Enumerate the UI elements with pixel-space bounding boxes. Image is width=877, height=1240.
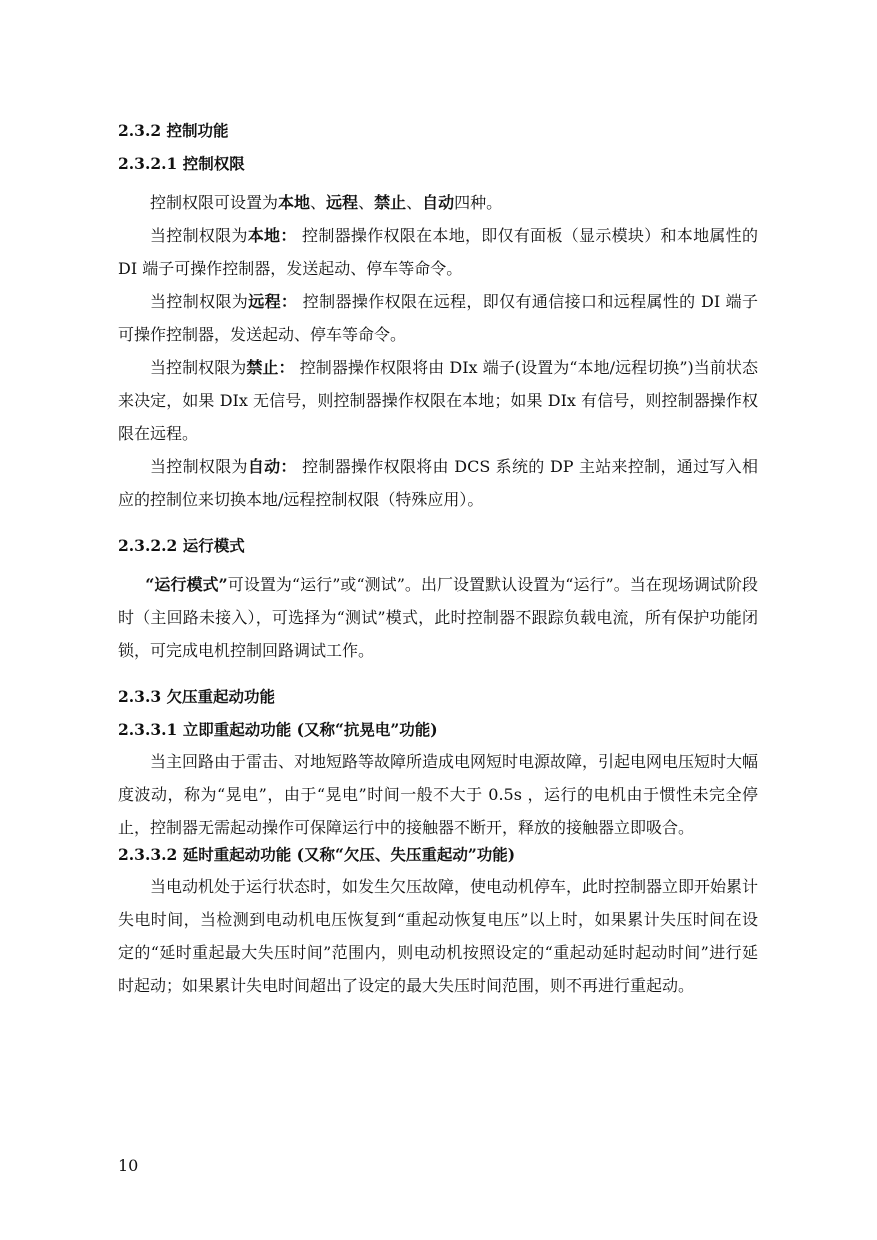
paragraph-remote: 当控制权限为远程： 控制器操作权限在远程，即仅有通信接口和远程属性的 DI 端子可操作控制器，发送起动、停车等命令。 xyxy=(118,292,758,344)
paragraph-local: 当控制权限为本地： 控制器操作权限在本地，即仅有面板（显示模块）和本地属性的 DI 端子可操作控制器，发送起动、停车等命令。 xyxy=(118,226,758,278)
heading-2-3-2-1: 2.3.2.1 控制权限 xyxy=(118,154,245,173)
heading-2-3-3: 2.3.3 欠压重起动功能 xyxy=(118,687,276,706)
paragraph-auto: 当控制权限为自动： 控制器操作权限将由 DCS 系统的 DP 主站来控制，通过写入相应的控制位来切换本地/远程控制权限（特殊应用）。 xyxy=(118,457,758,509)
heading-2-3-3-2: 2.3.3.2 延时重起动功能 (又称“欠压、失压重起动”功能) xyxy=(118,845,516,864)
paragraph-permission-options: 控制权限可设置为本地、远程、禁止、自动四种。 xyxy=(150,193,503,212)
heading-2-3-3-1: 2.3.3.1 立即重起动功能 (又称“抗晃电”功能) xyxy=(118,720,438,739)
paragraph-immediate-restart: 当主回路由于雷击、对地短路等故障所造成电网短时电源故障，引起电网电压短时大幅度波动，称为“晃电”，由于“晃电”时间一般不大于 0.5s ，运行的电机由于惯性未完全停止，控制器无需起动操作可保障运行中的接触器不断开，释放的接触器立即吸合。 xyxy=(118,752,759,837)
paragraph-run-mode: “运行模式”可设置为“运行”或“测试”。出厂设置默认设置为“运行”。当在现场调试阶段时（主回路未接入），可选择为“测试”模式，此时控制器不跟踪负载电流，所有保护功能闭锁，可完成电机控制回路调试工作。 xyxy=(118,575,758,660)
document-page xyxy=(118,120,758,1002)
paragraph-delayed-restart: 当电动机处于运行状态时，如发生欠压故障，使电动机停车，此时控制器立即开始累计失电时间，当检测到电动机电压恢复到“重起动恢复电压”以上时，如果累计失压时间在设定的“延时重起最大失压时间”范围内，则电动机按照设定的“重起动延时起动时间”进行延时起动；如果累计失电时间超出了设定的最大失压时间范围，则不再进行重起动。 xyxy=(118,877,759,995)
heading-2-3-2: 2.3.2 控制功能 xyxy=(118,121,229,140)
heading-2-3-2-2: 2.3.2.2 运行模式 xyxy=(118,536,245,555)
page-number: 10 xyxy=(118,1156,139,1175)
paragraph-disabled: 当控制权限为禁止： 控制器操作权限将由 DIx 端子(设置为“本地/远程切换”)当前状态来决定，如果 DIx 无信号，则控制器操作权限在本地；如果 DIx 有信号，则控制器操作权限在远程。 xyxy=(118,358,758,443)
